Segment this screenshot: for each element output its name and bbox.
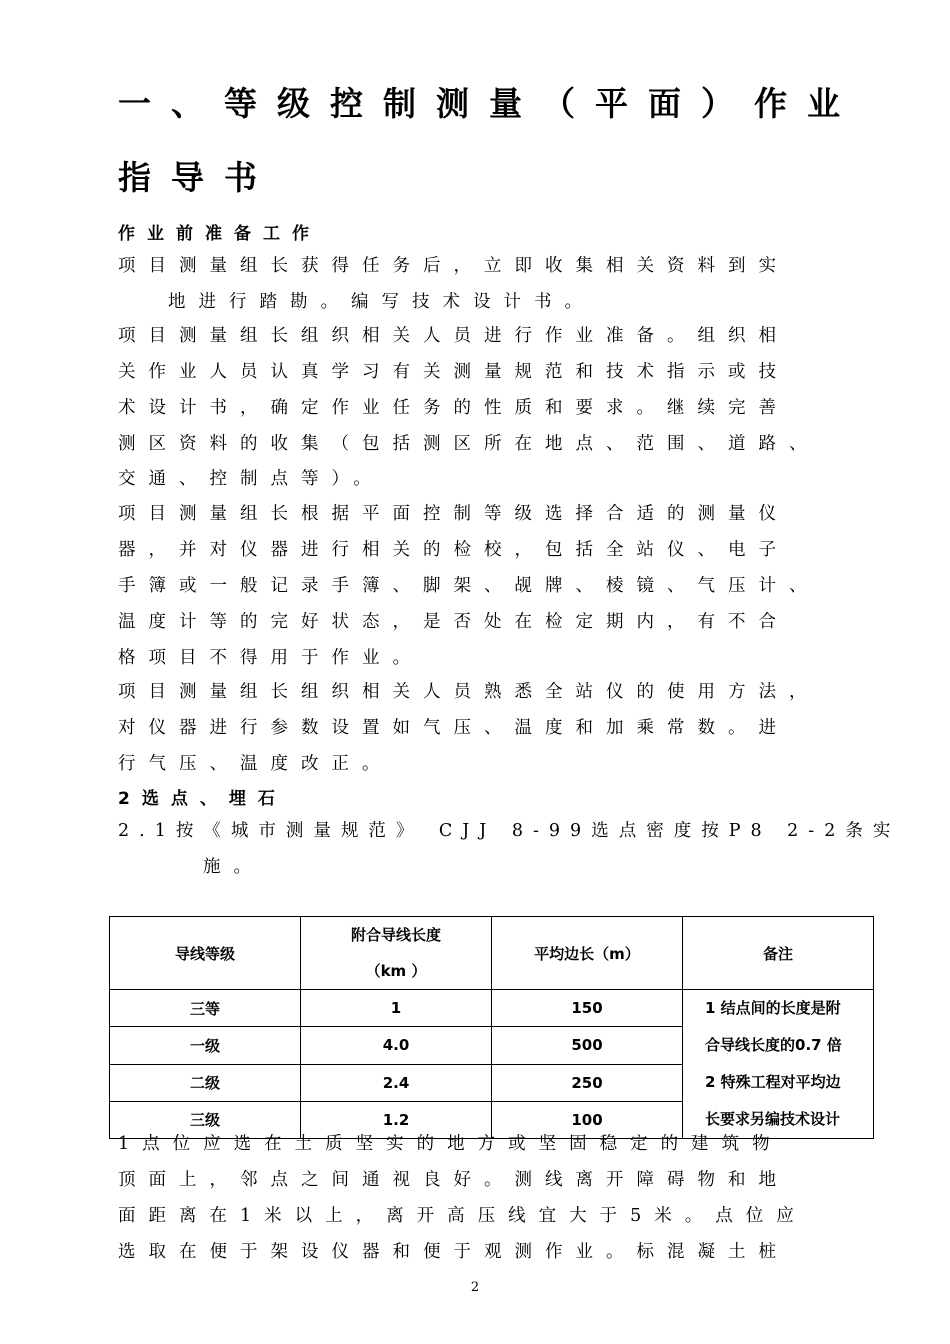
traverse-spec-table <box>109 916 874 1139</box>
header-cell-avg-side: 平均边长（m） <box>492 917 683 990</box>
paragraph-line: 关作业人员认真学习有关测量规范和技术指示或技 <box>118 362 789 382</box>
paragraph-line: 施。 <box>203 857 264 877</box>
table-cell: 二级 <box>110 1064 301 1101</box>
paragraph-line: 手簿或一般记录手簿、脚架、觇牌、棱镜、气压计、 <box>118 576 820 596</box>
paragraph-line: 行气压、温度改正。 <box>118 754 393 774</box>
notes-cell <box>683 990 874 1139</box>
paragraph-line: 交通、控制点等）。 <box>118 469 384 489</box>
paragraph-line: 2.1按《城市测量规范》 CJJ 8-99选点密度按P8 2-2条实 <box>118 821 901 841</box>
note-line: 合导线长度的0.7 倍 <box>705 1036 842 1054</box>
paragraph-line: 项目测量组长组织相关人员进行作业准备。组织相 <box>118 326 789 346</box>
table-cell: 1 <box>301 990 492 1027</box>
paragraph-line: 术设计书，确定作业任务的性质和要求。继续完善 <box>118 398 789 418</box>
paragraph-line: 面距离在1米以上，离开高压线宜大于5米。点位应 <box>118 1206 807 1226</box>
table-header-row <box>110 917 874 990</box>
table-cell: 4.0 <box>301 1027 492 1064</box>
section-heading-preparation: 作业前准备工作 <box>118 224 321 244</box>
header-length-unit: （km ） <box>365 962 427 980</box>
table-cell: 250 <box>492 1064 683 1101</box>
table-row <box>110 990 874 1027</box>
header-cell-length <box>301 917 492 990</box>
note-line: 长要求另编技术设计 <box>705 1110 841 1128</box>
page-number: 2 <box>470 1280 480 1295</box>
table-cell: 1.2 <box>301 1101 492 1138</box>
paragraph-line: 顶面上，邻点之间通视良好。测线离开障碍物和地 <box>118 1170 789 1190</box>
table-cell: 三等 <box>110 990 301 1027</box>
paragraph-line: 温度计等的完好状态，是否处在检定期内，有不合 <box>118 612 789 632</box>
note-line: 2 特殊工程对平均边 <box>705 1073 841 1091</box>
document-title-line-1: 一、等级控制测量（平面）作业 <box>118 84 860 123</box>
paragraph-line: 1点位应选在土质坚实的地方或坚固稳定的建筑物 <box>118 1134 783 1154</box>
paragraph-line: 对仪器进行参数设置如气压、温度和加乘常数。进 <box>118 718 789 738</box>
paragraph-line: 器，并对仪器进行相关的检校，包括全站仪、电子 <box>118 540 789 560</box>
table-cell: 2.4 <box>301 1064 492 1101</box>
section-heading-point-selection: 2选点、埋石 <box>118 789 287 809</box>
table-cell: 100 <box>492 1101 683 1138</box>
paragraph-line: 格项目不得用于作业。 <box>118 648 423 668</box>
table-cell: 150 <box>492 990 683 1027</box>
header-cell-notes: 备注 <box>683 917 874 990</box>
paragraph-line: 项目测量组长根据平面控制等级选择合适的测量仪 <box>118 504 789 524</box>
paragraph-line: 地进行踏勘。编写技术设计书。 <box>168 292 595 312</box>
note-line: 1 结点间的长度是附 <box>705 999 841 1017</box>
table-cell: 一级 <box>110 1027 301 1064</box>
header-length-label: 附合导线长度 <box>350 926 441 944</box>
paragraph-line: 项目测量组长组织相关人员熟悉全站仪的使用方法， <box>118 682 820 702</box>
paragraph-line: 选取在便于架设仪器和便于观测作业。标混凝土桩 <box>118 1242 789 1262</box>
table-cell: 三级 <box>110 1101 301 1138</box>
paragraph-line: 测区资料的收集（包括测区所在地点、范围、道路、 <box>118 434 820 454</box>
document-title-line-2: 指导书 <box>118 158 277 197</box>
header-cell-grade: 导线等级 <box>110 917 301 990</box>
paragraph-line: 项目测量组长获得任务后，立即收集相关资料到实 <box>118 256 789 276</box>
table-cell: 500 <box>492 1027 683 1064</box>
